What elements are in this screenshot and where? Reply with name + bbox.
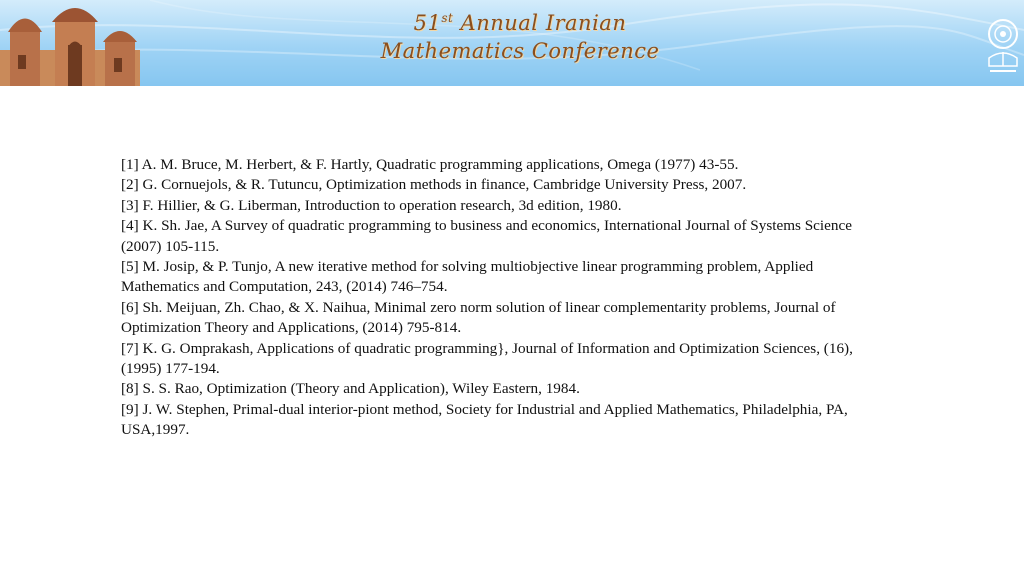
conference-title bbox=[380, 4, 660, 65]
reference-item-4: [4] K. Sh. Jae, A Survey of quadratic programming to business and economics, International Journal of Systems Science (2007) 105-115. bbox=[121, 217, 852, 255]
reference-item-8: [8] S. S. Rao, Optimization (Theory and Application), Wiley Eastern, 1984. bbox=[121, 380, 580, 398]
reference-item-6: [6] Sh. Meijuan, Zh. Chao, & X. Naihua, Minimal zero norm solution of linear complementarity problems, Journal of Optimization Theory and Applications, (2014) 795-814. bbox=[121, 298, 836, 337]
reference-list bbox=[121, 155, 891, 441]
title-number: 51 bbox=[413, 11, 442, 35]
reference-item-7: [7] K. G. Omprakash, Applications of quadratic programming}, Journal of Information and Optimization Sciences, (16), (1995) 177-194. bbox=[121, 339, 853, 378]
reference-item-9: [9] J. W. Stephen, Primal-dual interior-piont method, Society for Industrial and Applied Mathematics, Philadelphia, PA, USA,1997. bbox=[121, 400, 848, 439]
conference-banner bbox=[0, 0, 1024, 86]
historic-building-illustration bbox=[0, 0, 140, 86]
reference-item-2: [2] G. Cornuejols, & R. Tutuncu, Optimization methods in finance, Cambridge University Press, 2007. bbox=[121, 176, 747, 194]
reference-item-3: [3] F. Hillier, & G. Liberman, Introduction to operation research, 3d edition, 1980. bbox=[121, 196, 622, 214]
title-rest: Annual Iranian bbox=[460, 11, 627, 35]
university-emblem-icon bbox=[984, 14, 1022, 80]
title-suffix: st bbox=[441, 11, 454, 25]
title-line-two: Mathematics Conference bbox=[380, 39, 660, 63]
reference-item-1: [1] A. M. Bruce, M. Herbert, & F. Hartly, Quadratic programming applications, Omega (1977) 43-55. bbox=[121, 156, 739, 173]
reference-item-5: [5] M. Josip, & P. Tunjo, A new iterative method for solving multiobjective linear programming problem, Applied Mathematics and Computation, 243, (2014) 746–754. bbox=[121, 258, 814, 296]
